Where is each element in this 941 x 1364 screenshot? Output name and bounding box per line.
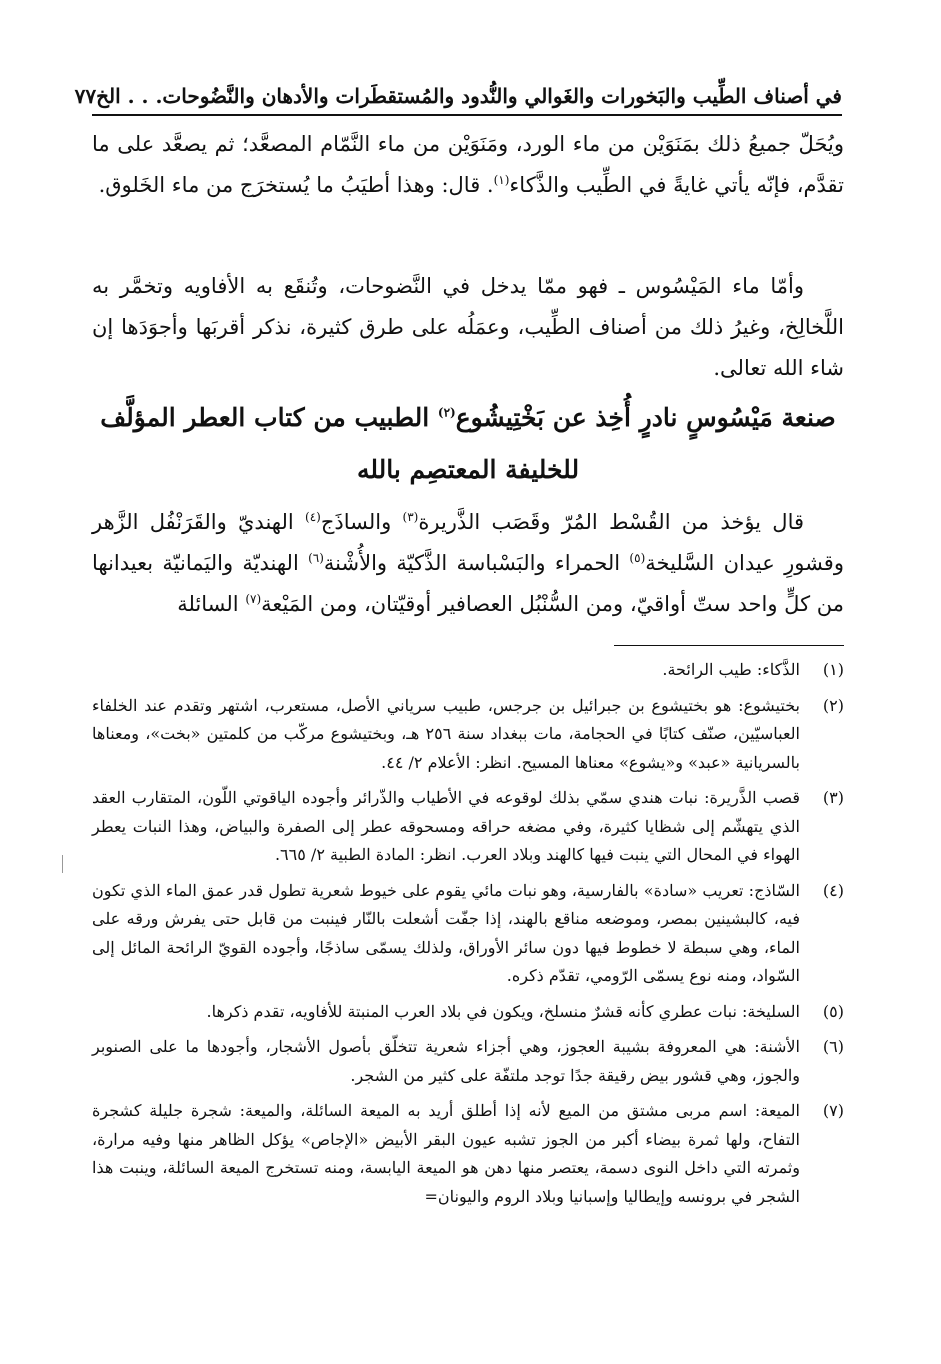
paragraph-3-seg-6: السائلة <box>177 592 246 616</box>
running-header <box>74 78 842 116</box>
footnote-ref-6: (٦) <box>308 551 324 565</box>
footnote-ref-5: (٥) <box>629 551 646 565</box>
footnote-number: (١) <box>822 660 844 679</box>
footnote-5 <box>92 998 844 1027</box>
running-header-title: في أصناف الطِّيب والبَخورات والغَوالي والنُّدود والمُستقطَرات والأدهان والنَّضُوحات. . . الخ <box>96 84 842 108</box>
section-heading-part2: الطبيب من كتاب العطر المؤلَّف للخليفة المعتصِم بالله <box>100 403 580 484</box>
footnote-text: بختيشوع: هو بختيشوع بن جبرائيل بن جرجس، طبيب سرياني الأصل، مستعرب، اشتهر وتقدم عند الخلفاء العباسيّين، صنّف كتابًا في الحجامة، مات ببغداد سنة ٢٥٦ هـ، وبختيشوع مركّب من كلمتين «بخت»، ومعناها بالسريانية «عبد» و«يشوع» معناها المسيح. انظر: الأعلام ٢/ ٤٤. <box>92 695 800 772</box>
footnote-ref-7: (٧) <box>245 592 262 606</box>
footnote-1 <box>92 656 844 685</box>
footnote-7 <box>92 1097 844 1211</box>
section-heading-part1: صنعة مَيْسُوسٍ نادرٍ أُخِذ عن بَخْتِيشُوع <box>455 403 836 432</box>
footnote-text: السّاذج: تعريب «سادة» بالفارسية، وهو نبات مائي يقوم على خيوط شعرية تطول قدر عمق الماء الذي تكون فيه، كالبشينين بمصر، وموضعه مناقع بالهند، إذا جفّت أشعلت بالنّار فينبت من قابل حتى يفرش ورقه على الماء، وهي سبطة لا خطوط فيها دون سائر الأوراق، ولذلك يسمّى ساذجًا، وأجوده القويّ الرائحة المائل إلى السّواد، ومنه نوع يسمّى الرّومي، تقدّم ذكره. <box>92 880 800 985</box>
footnote-ref-1: (١) <box>493 173 510 187</box>
footnote-6 <box>92 1033 844 1090</box>
footnote-number: (٦) <box>822 1037 844 1056</box>
footnote-3 <box>92 784 844 870</box>
footnote-text: السليخة: نبات عطري كأنه قشرٌ منسلخ، ويكون في بلاد العرب المنبتة للأفاويه، تقدم ذكرها. <box>206 1001 800 1021</box>
paragraph-1 <box>92 124 844 206</box>
footnote-number: (٢) <box>822 695 844 715</box>
section-heading <box>92 392 844 496</box>
paragraph-3-seg-1: قال يؤخذ من القُسْط المُرّ وقَصَب الذَّريرة <box>418 510 805 534</box>
footnote-number: (٧) <box>822 1101 844 1120</box>
page-number: ٧٧ <box>74 84 97 108</box>
footnotes-list <box>92 656 844 1218</box>
footnote-text: قصب الذَّريرة: نبات هندي سمّي بذلك لوقوعه في الأطياب والذّرائر وأجوده الياقوتي اللّون، المتقارب العقد الذي يتهشّم إلى شظايا كثيرة، وفي مضغه حراقه ومسحوقه عطر إلى الصفرة والبياض، وهذا النبات يعطر الهواء في المحال التي ينبت فيها كالهند وبلاد العرب. انظر: المادة الطبية ٢/ ٦٦٥. <box>92 788 800 864</box>
paragraph-2: وأمّا ماء المَيْسُوس ـ فهو ممّا يدخل في النَّضوحات، وتُنقَع به الأفاويه وتخمَّر به اللَّخالِخ، وغيرُ ذلك من أصناف الطِّيب، وعمَلُه على طرق كثيرة، نذكر أقربَها وأجوَدَها إن شاء الله تعالى. <box>92 274 844 380</box>
footnote-ref-2: (٢) <box>437 405 456 420</box>
footnote-4 <box>92 877 844 991</box>
footnote-text: الأشنة: هي المعروفة بشيبة العجوز، وهي أجزاء شعرية تتخلّق بأصول الأشجار، وأجودها ما على الصنوبر والجوز، وهي قشور بيض رقيقة جدًا توجد ملتفّة على كثير من الشجر. <box>92 1037 800 1085</box>
paragraph-3-seg-3: الهنديّ والقَرَنْفُل الزَّهر وقشورِ عيدان السَّليخة <box>92 510 844 575</box>
paragraph-3-seg-4: الحمراء والبَسْباسة الذَّكيّة والأُشْنة <box>323 551 630 575</box>
footnote-number: (٥) <box>822 1001 844 1021</box>
footnote-ref-4: (٤) <box>305 510 321 524</box>
footnote-ref-3: (٣) <box>402 510 419 524</box>
paragraph-1-tail: . قال: وهذا أطيَبُ ما يُستخرَج من ماء الخَلوق. <box>98 173 494 197</box>
footnote-2 <box>92 692 844 778</box>
margin-mark <box>62 855 63 873</box>
paragraph-3-seg-5: الهنديّة واليَمانيّة بعيدانها من كلٍّ واحد ستّ أواقيّ، ومن السُّنْبُل العصافير أوقيّتان، ومن المَيْعة <box>92 551 844 616</box>
paragraph-1-text: ويُحَلّ جميعُ ذلك بمَنَوَيْن من ماء الورد، ومَنَوَيْن من ماء النَّمّام المصعَّد؛ ثم يصعَّد على ما تقدَّم، فإنّه يأتي غايةً في الطِّيب والذَّكاء <box>92 132 844 197</box>
footnote-number: (٣) <box>822 788 844 807</box>
footnote-text: الميعة: اسم مربى مشتق من الميع لأنه إذا أطلق أريد به الميعة السائلة، والميعة: شجرة جليلة كشجرة التفاح، ولها ثمرة بيضاء أكبر من الجوز تشبه عيون البقر الأبيض «الإجاص» يؤكل الظاهر منها وفيه مرارة، وثمرته التي داخل النوى دسمة، يعتصر منها دهن هو الميعة اليابسة، ومنه تستخرج الميعة السائلة، وينبت هذا الشجر في برونسه وإيطاليا وإسبانيا وبلاد الروم واليونان= <box>92 1101 800 1206</box>
footnote-text: الذَّكاء: طيب الرائحة. <box>662 660 800 679</box>
footnote-separator <box>614 645 844 646</box>
paragraph-3 <box>92 502 844 625</box>
paragraph-3-seg-2: والساذَج <box>320 510 403 534</box>
footnote-number: (٤) <box>822 880 844 900</box>
